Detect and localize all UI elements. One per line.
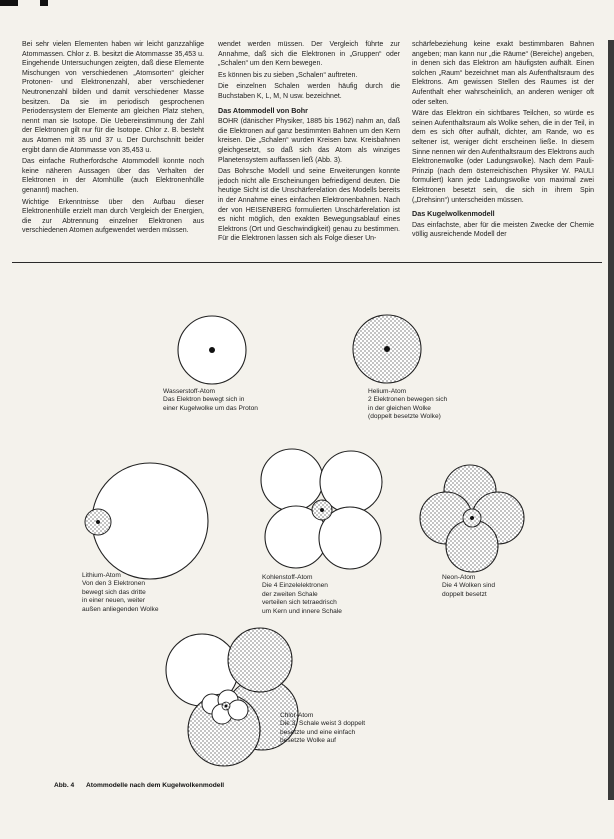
caption-title: Helium-Atom: [368, 388, 407, 395]
caption-line: der zweiten Schale: [262, 590, 318, 598]
helium-atom-drawing: [353, 315, 421, 383]
text-column-2: [218, 40, 400, 246]
caption-line: 2 Elektronen bewegen sich: [368, 396, 448, 404]
caption-line: Das Elektron bewegt sich in: [163, 396, 245, 404]
neon-caption: [442, 574, 495, 599]
section-heading: Das Kugelwolkenmodell: [412, 209, 495, 219]
caption-line: einer Kugelwolke um das Proton: [163, 404, 258, 412]
helium-caption: [368, 388, 447, 422]
paragraph: Das einfache Rutherfordsche Atommodell konnte noch keine näheren Aussagen über das Verhalten der Elektronen in der Atomhülle (auch Elektronenhülle genannt) machen.: [22, 158, 204, 194]
caption-title: Neon-Atom: [442, 574, 476, 581]
lithium-caption: [82, 572, 159, 614]
caption-line: in der gleichen Wolke: [368, 404, 431, 412]
carbon-atom-drawing: [261, 449, 382, 569]
corner-mark-left: [0, 0, 18, 6]
chlorine-atom-drawing: [166, 628, 298, 766]
paragraph: Wichtige Erkenntnisse über den Aufbau dieser Elektronenhülle erzielt man durch Vergleich der Energien, die zur Abtrennung einzelner Elektronen aus verschiedenen Atomen aufgewendet werden müssen.: [22, 198, 204, 235]
corner-mark-right: [40, 0, 48, 6]
paragraph: schärfebeziehung keine exakt bestimmbaren Bahnen angeben; man kann nur „die Räume“ (Bereiche) angeben, in denen sich das Elektron am häufigsten aufhält. Einen solchen „Raum“ bezeichnet man als Aufenthaltsraum des Elektrons. Am gewissen Stellen des Raumes ist der Aufenthalt eher wahrscheinlich, an anderen weniger oft oder selten.: [412, 41, 594, 106]
hydrogen-caption: [163, 388, 258, 413]
neon-atom-drawing: [420, 465, 524, 572]
paragraph: Das einfachste, aber für die meisten Zwecke der Chemie völlig ausreichende Modell der: [412, 221, 594, 239]
paragraph: Es können bis zu sieben „Schalen“ auftreten.: [218, 71, 358, 79]
page-edge-shadow: [608, 40, 614, 800]
caption-title: Wasserstoff-Atom: [163, 388, 216, 395]
paragraph: Wäre das Elektron ein sichtbares Teilchen, so würde es seinen Aufenthaltsraum als Wolke sehen, die in der Teil, in dem es sich öfter aufhält, dichter, am Rande, wo es seltener ist, weniger dicht erscheinen ließe. In diesem Sinne nennen wir den Aufenthaltsraum des Elektrons auch Elektronenwolke (oder Ladungswolke). Nach dem Pauli-Prinzip (nach dem österreichischen Physiker W. PAULI formuliert) kann jede Ladungswolke von maximal zwei Elektronen besetzt sein, die sich in ihrem Spin („Drehsinn“) unterscheiden müssen.: [412, 110, 594, 204]
caption-line: außen anliegenden Wolke: [82, 605, 159, 613]
text-column-1: [22, 40, 204, 238]
caption-line: Von den 3 Elektronen: [82, 580, 146, 588]
paragraph: Das Bohrsche Modell und seine Erweiterungen konnte jedoch nicht alle Erscheinungen befriedigend deuten. Die heutige Sicht ist die Unschärferelation des Modells bereits in der Annahme eines einfachen Elektronenbahnen. Nach der von HEISENBERG formulierten Unschärferelation ist es nicht möglich, den exakten Bewegungsablauf eines Elektrons (Ort und Geschwindigkeit) genau zu bestimmen. Für die Elektronen lassen sich als Folge dieser Un-: [218, 168, 400, 243]
text-column-3: [412, 40, 594, 242]
chlorine-caption: [280, 712, 365, 746]
caption-line: Die 3. Schale weist 3 doppelt: [280, 720, 366, 728]
paragraph: BOHR (dänischer Physiker, 1885 bis 1962) nahm an, daß die Elektronen auf ganz bestimmten Bahnen um den Kern kreisen. Die „Schalen“ wurden Kreisen bzw. Kreisbahnen gleichgesetzt, so daß sich das Atom als winziges Planetensystem auffassen ließ (Abb. 3).: [218, 118, 400, 164]
hydrogen-atom-drawing: [178, 316, 246, 384]
lithium-atom-drawing: [85, 463, 208, 579]
figure-caption-label: Abb. 4: [54, 782, 75, 789]
figure-caption: [54, 782, 234, 789]
caption-line: bewegt sich das dritte: [82, 588, 146, 596]
section-heading: Das Atommodell von Bohr: [218, 105, 308, 115]
paragraph: Die einzelnen Schalen werden häufig durch die Buchstaben K, L, M, N usw. bezeichnet.: [218, 83, 400, 100]
caption-title: Kohlenstoff-Atom: [262, 574, 313, 581]
paragraph: Bei sehr vielen Elementen haben wir leicht ganzzahlige Atommassen. Chlor z. B. besitzt die Atommasse 35,453 u. Eingehende Untersuchungen zeigten, daß diese Elemente Mischungen von verschiedenen „Atomsorten“ gleicher Protonen- und Elektronenzahl, aber verschiedener Neutronenzahl bilden und damit verschiedener Masse besitzen. Da sie im periodisch gesprochenen Periodensystem der Elemente am gleichen Platz stehen, nennt man sie Isotope. Die Uebereinstimmung der Zahl der Elektronen gilt nur für die Isotope. Chlor z. B. besteht aus Atomen mit 35 und 37 u. Der Durchschnitt beider ergibt dann die Atommasse von 35,453 u.: [22, 41, 204, 154]
carbon-caption: [262, 574, 342, 616]
caption-title: Chlor-Atom: [280, 712, 314, 719]
caption-line: Die 4 Einzelelektronen: [262, 582, 328, 590]
caption-title: Lithium-Atom: [82, 572, 121, 579]
caption-line: besetzte und eine einfach: [280, 728, 356, 736]
caption-line: doppelt besetzt: [442, 590, 487, 598]
figure-caption-text: Atommodelle nach dem Kugelwolkenmodell: [86, 782, 225, 789]
caption-line: Die 4 Wolken sind: [442, 582, 496, 590]
atom-figure: [0, 262, 614, 802]
caption-line: um Kern und innere Schale: [262, 607, 342, 615]
caption-line: in einer neuen, weiter: [82, 597, 146, 605]
paragraph: wendet werden müssen. Der Vergleich führte zur Annahme, daß sich die Elektronen in „Gruppen“ oder „Schalen“ um den Kern bewegen.: [218, 41, 400, 68]
caption-line: besetzte Wolke auf: [280, 737, 336, 745]
caption-line: (doppelt besetzte Wolke): [368, 413, 441, 421]
caption-line: verteilen sich tetraedrisch: [262, 599, 337, 607]
